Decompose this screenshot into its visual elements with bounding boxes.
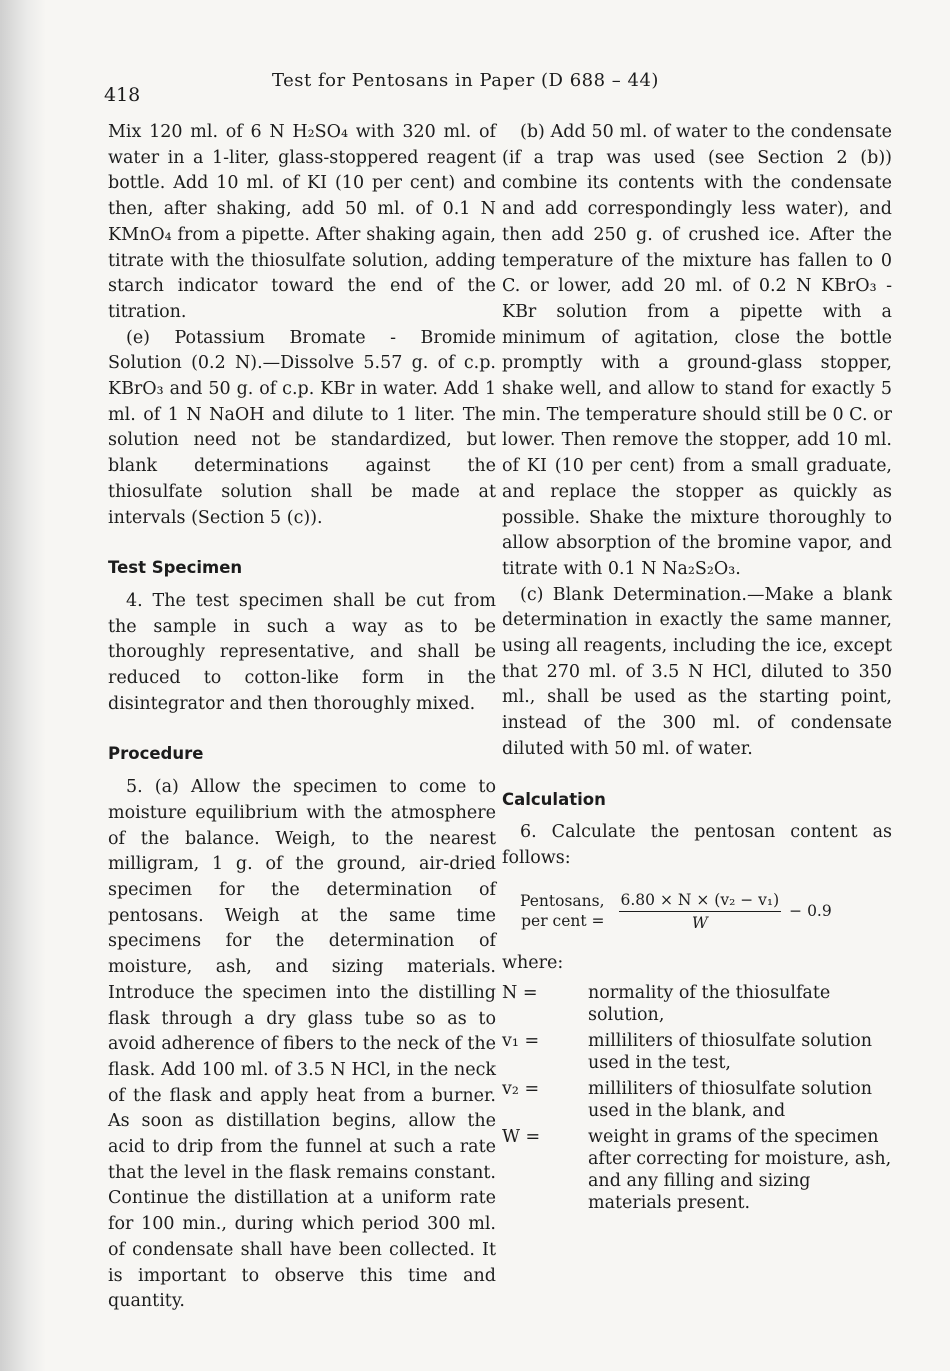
paragraph-e-bromate-solution: (e) Potassium Bromate - Bromide Solution (0.2 N).—Dissolve 5.57 g. of c.p. KBrO₃ and 50 g. of c.p. KBr in water. Add 1 ml. of 1 N NaOH and dilute to 1 liter. The solution need not be standardized, but blank determinations against the thiosulfate solution shall be made at intervals (Section 5 (c)). [108, 327, 496, 528]
page-number: 418 [104, 84, 141, 106]
formula-label-line1: Pentosans, [520, 892, 605, 911]
heading-calculation: Calculation [502, 789, 606, 809]
definition-term: v₁ = [502, 1031, 540, 1052]
definition-term: v₂ = [502, 1079, 540, 1100]
definition-text: milliliters of thiosulfate solution used in the test, [588, 1031, 873, 1074]
formula-fraction [619, 890, 782, 933]
definition-text: weight in grams of the specimen after correcting for moisture, ash, and any filling and sizing materials present. [588, 1127, 892, 1214]
where-label: where: [502, 952, 564, 973]
definition-row [502, 1078, 892, 1122]
pentosan-formula [520, 890, 892, 933]
definition-term: N = [502, 983, 538, 1004]
formula-denominator: W [691, 913, 708, 932]
right-column [502, 120, 892, 1218]
definition-text: normality of the thiosulfate solution, [588, 983, 831, 1026]
formula-suffix: − 0.9 [789, 902, 832, 921]
definition-row [502, 982, 892, 1026]
heading-procedure: Procedure [108, 744, 204, 764]
paragraph-intro: Mix 120 ml. of 6 N H₂SO₄ with 320 ml. of water in a 1-liter, glass-stoppered reagent bottle. Add 10 ml. of KI (10 per cent) and then, after shaking, add 50 ml. of 0.1 N KMnO₄ from a pipette. After shaking again, titrate with the thiosulfate solution, adding starch indicator toward the end of the titration. [108, 122, 496, 322]
paragraph-section-5a: 5. (a) Allow the specimen to come to moisture equilibrium with the atmosphere of the balance. Weigh, to the nearest milligram, 1 g. of the ground, air-dried specimen for the determination of pentosans. Weigh at the same time specimens for the determination of moisture, ash, and sizing materials. Introduce the specimen into the distilling flask through a dry glass tube so as to avoid adherence of fibers to the neck of the flask. Add 100 ml. of 3.5 N HCl, in the neck of the flask and apply heat from a burner. As soon as distillation begins, allow the acid to drip from the funnel at such a rate that the level in the flask remains constant. Continue the distillation at a uniform rate for 100 min., during which period 300 ml. of condensate shall have been collected. It is important to observe this time and quantity. [108, 777, 496, 1312]
definition-term: W = [502, 1127, 541, 1148]
paragraph-section-4: 4. The test specimen shall be cut from the sample in such a way as to be thoroughly representative, and shall be reduced to cotton-like form in the disintegrator and then thoroughly mixed. [108, 590, 496, 714]
definition-row [502, 1126, 892, 1214]
binding-gutter [0, 0, 46, 1371]
paragraph-c-blank-determination: (c) Blank Determination.—Make a blank determination in exactly the same manner, using all reagents, including the ice, except that 270 ml. of 3.5 N HCl, diluted to 350 ml., shall be used as the starting point, instead of the 300 ml. of condensate diluted with 50 ml. of water. [502, 584, 892, 759]
formula-label [520, 891, 605, 931]
definition-row [502, 1030, 892, 1074]
variable-definitions [502, 982, 892, 1214]
left-column [108, 120, 496, 1315]
definition-text: milliliters of thiosulfate solution used in the blank, and [588, 1079, 873, 1122]
running-head: Test for Pentosans in Paper (D 688 – 44) [272, 70, 659, 91]
heading-test-specimen: Test Specimen [108, 558, 243, 578]
paragraph-b: (b) Add 50 ml. of water to the condensate (if a trap was used (see Section 2 (b)) combine its contents with the condensate and add correspondingly less water), and then add 250 g. of crushed ice. After the temperature of the mixture has fallen to 0 C. or lower, add 20 ml. of 0.2 N KBrO₃ - KBr solution from a pipette with a minimum of agitation, close the bottle promptly with a ground-glass stopper, shake well, and allow to stand for exactly 5 min. The temperature should still be 0 C. or lower. Then remove the stopper, add 10 ml. of KI (10 per cent) from a small graduate, and replace the stopper as quickly as possible. Shake the mixture thoroughly to allow absorption of the bromine vapor, and titrate with 0.1 N Na₂S₂O₃. [502, 122, 892, 579]
paragraph-section-6: 6. Calculate the pentosan content as follows: [502, 822, 892, 868]
formula-numerator: 6.80 × N × (v₂ − v₁) [619, 890, 782, 912]
formula-label-line2: per cent = [521, 912, 605, 931]
